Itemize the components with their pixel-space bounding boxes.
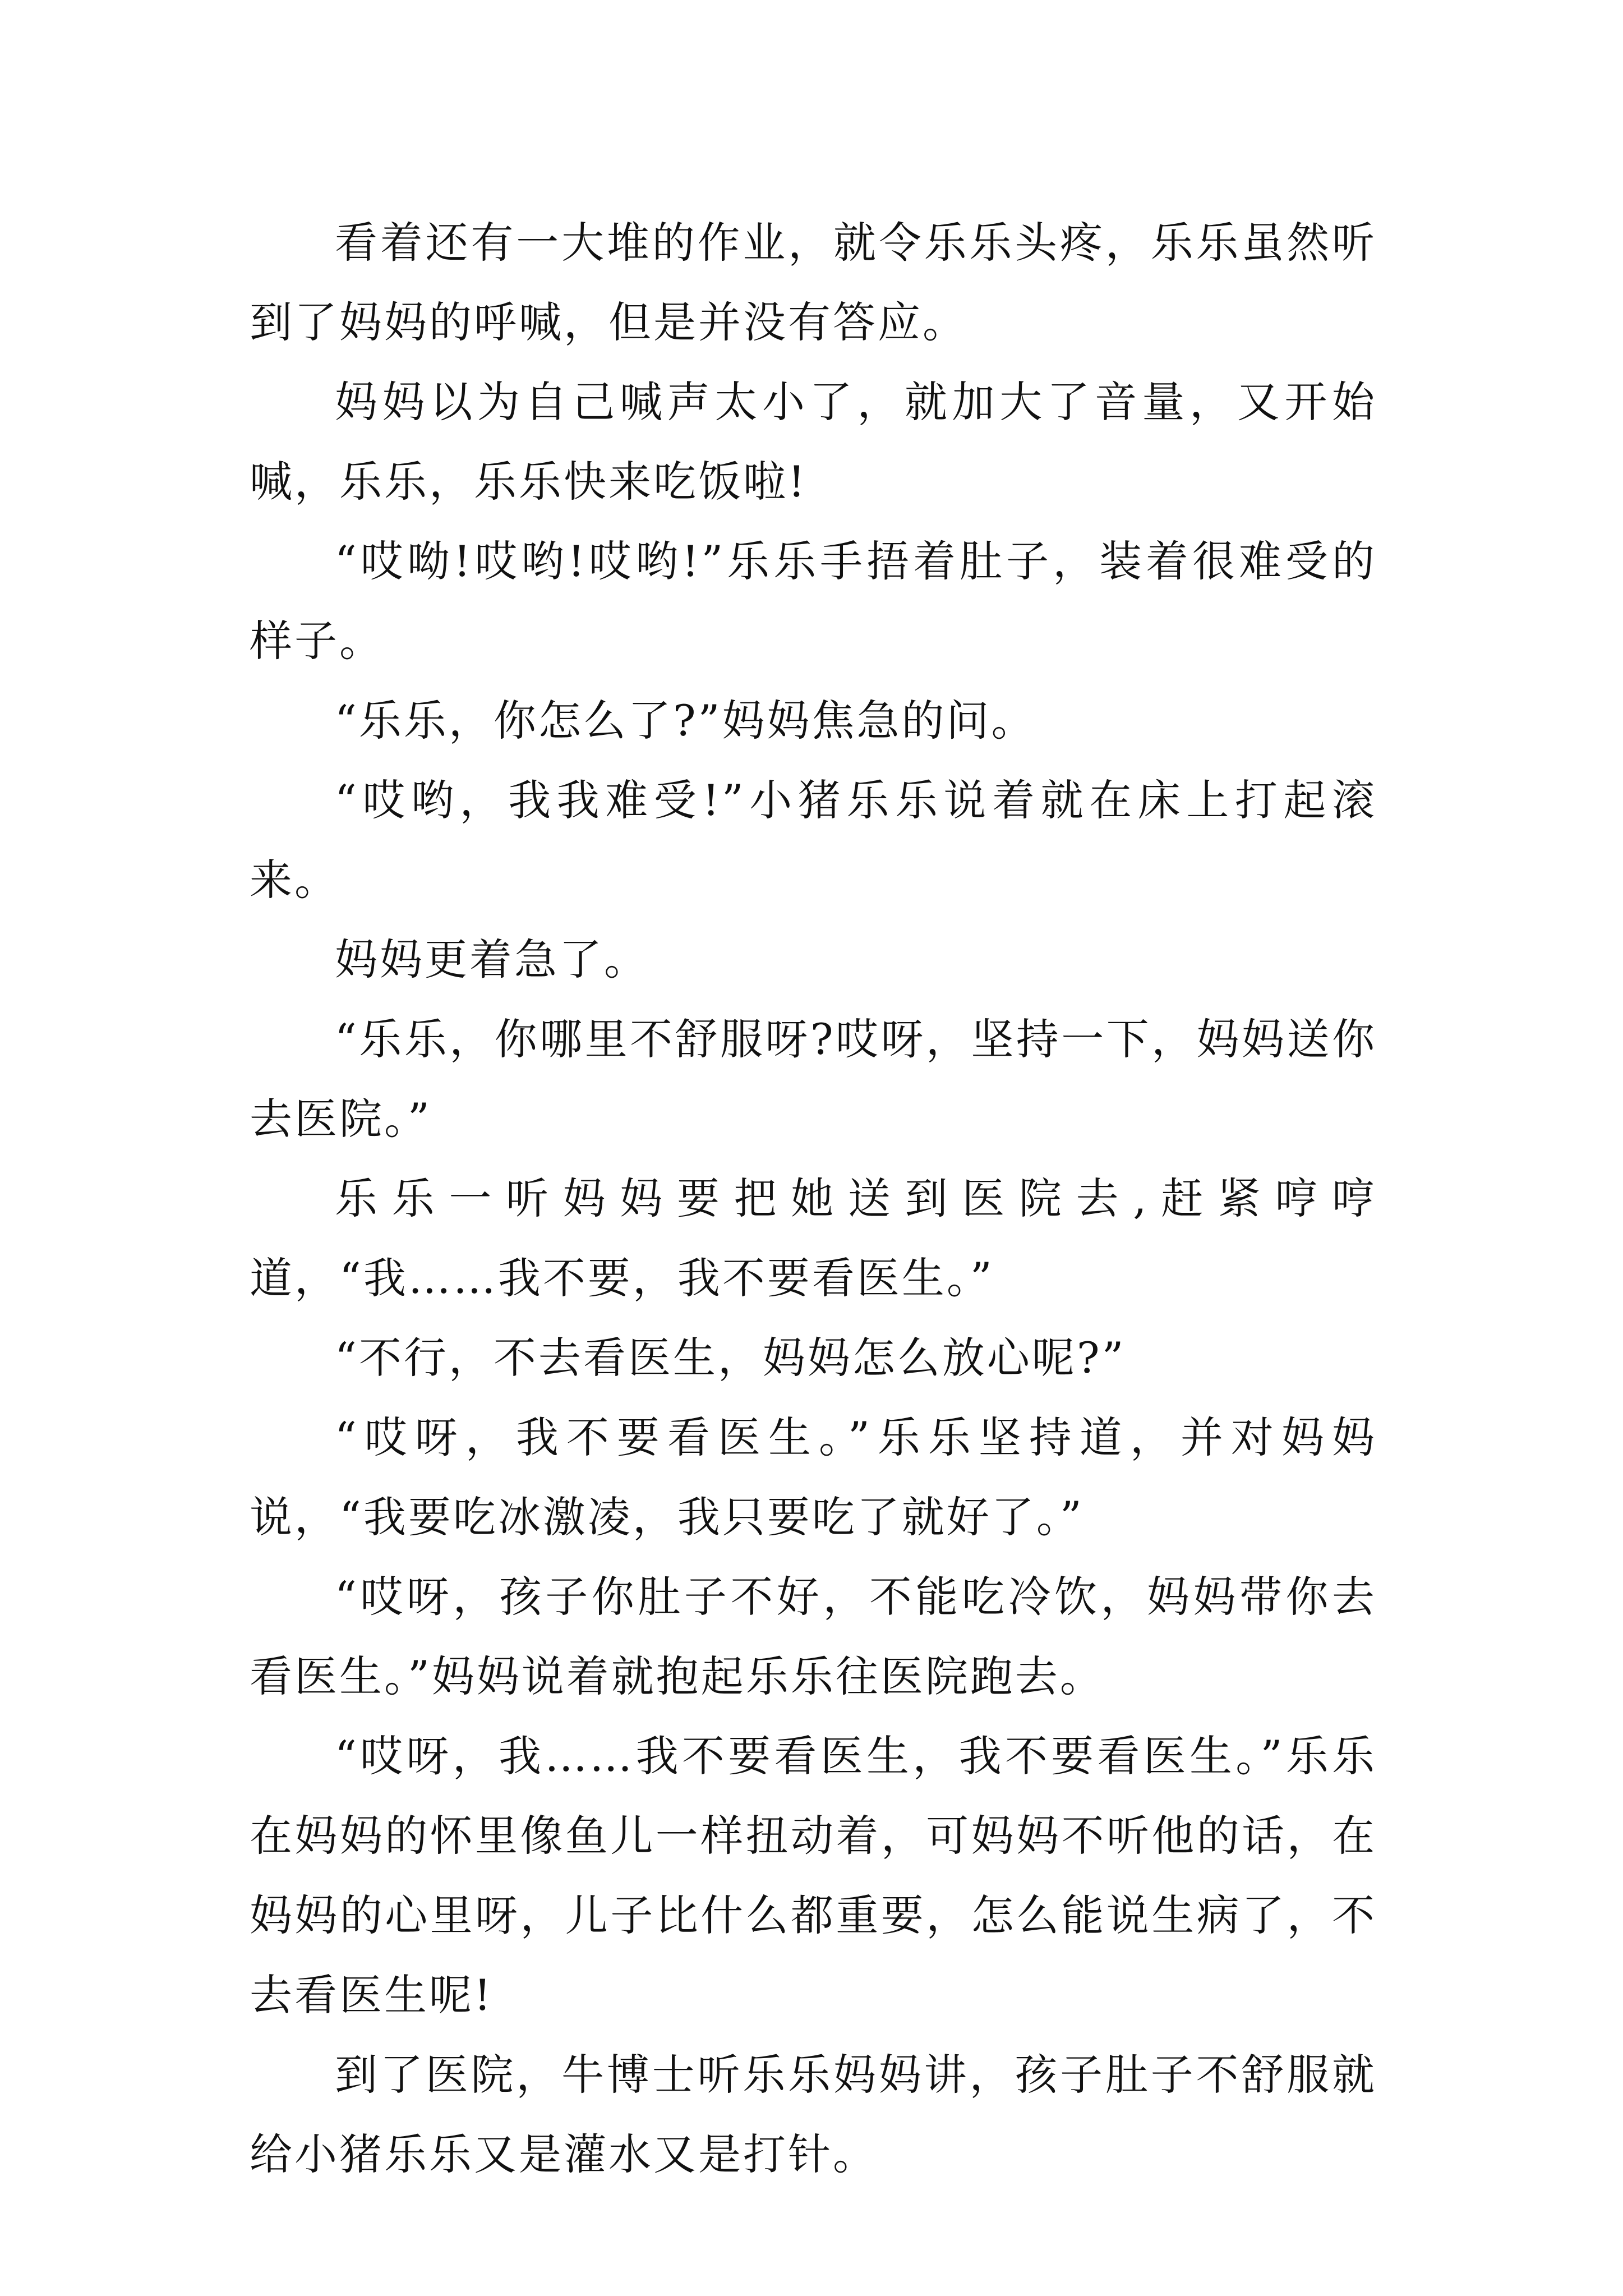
- paragraph-6: 妈妈更着急了。: [335, 935, 649, 984]
- paragraph-2: 妈妈以为自己喊声太小了，就加大了音量，又开始喊，乐乐，乐乐快来吃饭啦!: [250, 377, 1377, 507]
- paragraph-8: 乐乐一听妈妈要把她送到医院去,赶紧哼哼道，“我……我不要，我不要看医生。”: [250, 1174, 1377, 1303]
- paragraph-4: “乐乐，你怎么了?”妈妈焦急的问。: [335, 696, 1036, 746]
- paragraph-11: “哎呀，孩子你肚子不好，不能吃冷饮，妈妈带你去看医生。”妈妈说着就抱起乐乐往医院跑去。: [250, 1572, 1377, 1701]
- paragraph-5: “哎哟，我我难受!”小猪乐乐说着就在床上打起滚来。: [250, 775, 1377, 905]
- paragraph-7: “乐乐，你哪里不舒服呀?哎呀，坚持一下，妈妈送你去医院。”: [250, 1014, 1377, 1144]
- story-text: [250, 203, 1377, 2194]
- paragraph-10: “哎呀，我不要看医生。”乐乐坚持道，并对妈妈说，“我要吃冰激凌，我只要吃了就好了。”: [250, 1412, 1377, 1542]
- paragraph-9: “不行，不去看医生，妈妈怎么放心呢?”: [335, 1333, 1126, 1383]
- paragraph-3: “哎呦!哎哟!哎哟!”乐乐手捂着肚子，装着很难受的样子。: [250, 536, 1377, 666]
- paragraph-12: “哎呀，我……我不要看医生，我不要看医生。”乐乐在妈妈的怀里像鱼儿一样扭动着，可妈妈不听他的话，在妈妈的心里呀，儿子比什么都重要，怎么能说生病了，不去看医生呢!: [250, 1731, 1377, 2020]
- paragraph-1: 看着还有一大堆的作业，就令乐乐头疼，乐乐虽然听到了妈妈的呼喊，但是并没有答应。: [250, 218, 1377, 347]
- paragraph-13: 到了医院，牛博士听乐乐妈妈讲，孩子肚子不舒服就给小猪乐乐又是灌水又是打针。: [250, 2050, 1377, 2179]
